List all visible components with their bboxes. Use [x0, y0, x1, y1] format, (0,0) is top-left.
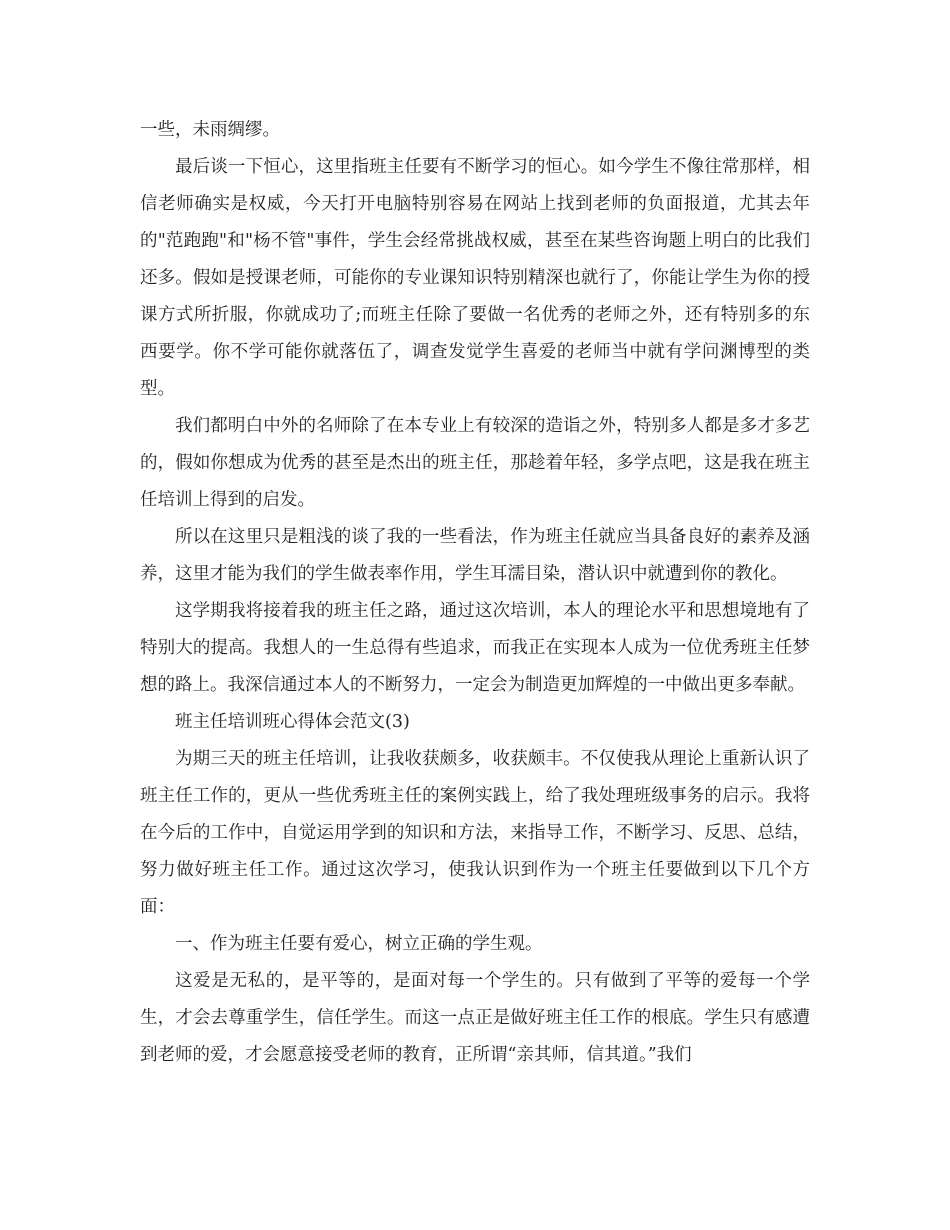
section-heading: 一、作为班主任要有爱心，树立正确的学生观。: [175, 934, 543, 954]
paragraph: 这学期我将接着我的班主任之路，通过这次培训，本人的理论水平和思想境地有了特别大的提高。我想人的一生总得有些追求，而我正在实现本人成为一位优秀班主任梦想的路上。我深信通过本人的不断努力，一定会为制造更加辉煌的一中做出更多奉献。: [140, 601, 810, 695]
document-body: [140, 112, 810, 1074]
section-heading: 班主任培训班心得体会范文(3): [175, 712, 410, 732]
paragraph: 为期三天的班主任培训，让我收获颇多，收获颇丰。不仅使我从理论上重新认识了班主任工作的，更从一些优秀班主任的案例实践上，给了我处理班级事务的启示。我将在今后的工作中，自觉运用学到的知识和方法，来指导工作，不断学习、反思、总结，努力做好班主任工作。通过这次学习，使我认识到作为一个班主任要做到以下几个方面：: [140, 749, 810, 917]
paragraph: 一些，未雨绸缪。: [140, 120, 280, 140]
paragraph: 最后谈一下恒心，这里指班主任要有不断学习的恒心。如今学生不像往常那样，相信老师确实是权威，今天打开电脑特别容易在网站上找到老师的负面报道，尤其去年的"范跑跑"和"杨不管"事件，学生会经常挑战权威，甚至在某些咨询题上明白的比我们还多。假如是授课老师，可能你的专业课知识特别精深也就行了，你能让学生为你的授课方式所折服，你就成功了;而班主任除了要做一名优秀的老师之外，还有特别多的东西要学。你不学可能你就落伍了，调查发觉学生喜爱的老师当中就有学问渊博型的类型。: [140, 157, 810, 399]
paragraph: 我们都明白中外的名师除了在本专业上有较深的造诣之外，特别多人都是多才多艺的，假如你想成为优秀的甚至是杰出的班主任，那趁着年轻，多学点吧，这是我在班主任培训上得到的启发。: [140, 416, 810, 510]
paragraph: 所以在这里只是粗浅的谈了我的一些看法，作为班主任就应当具备良好的素养及涵养，这里才能为我们的学生做表率作用，学生耳濡目染，潜认识中就遭到你的教化。: [140, 527, 810, 584]
paragraph: 这爱是无私的，是平等的，是面对每一个学生的。只有做到了平等的爱每一个学生，才会去尊重学生，信任学生。而这一点正是做好班主任工作的根底。学生只有感遭到老师的爱，才会愿意接受老师的教育，正所谓“亲其师，信其道。”我们: [140, 971, 810, 1065]
